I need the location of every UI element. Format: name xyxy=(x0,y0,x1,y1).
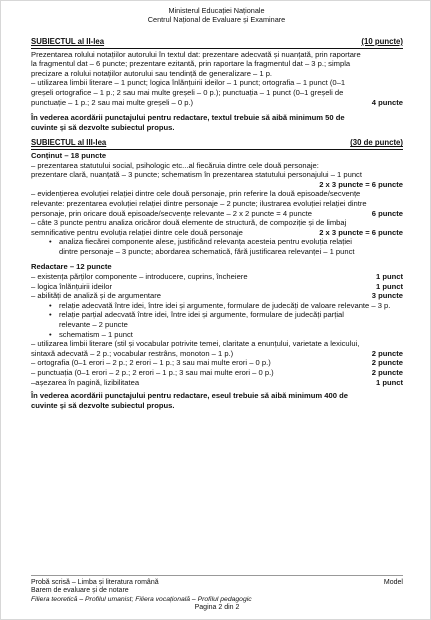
section-2-line: la fragmentul dat – 6 puncte; prezentare ezitantă, prin raportare la fragmentul dat – 3 p.; simpla xyxy=(31,59,351,69)
bullet-line: relevante – 2 puncte xyxy=(59,320,128,330)
redactare-row xyxy=(31,368,403,378)
continut-row xyxy=(31,228,403,238)
note-line: cuvinte și să dezvolte subiectul propus. xyxy=(31,122,175,132)
redactare-text: – utilizarea limbii literare (stil și vocabular potrivite temei, claritate a enunțului, varietate a lexicului, xyxy=(31,339,360,349)
bullet-item xyxy=(31,237,403,256)
footer-profile: Filiera teoretică – Profilul umanist; Filiera vocațională – Profilul pedagogic xyxy=(31,595,252,603)
section-3-heading xyxy=(31,138,403,150)
continut-line: relevante: prezentarea evoluției relației dintre personaje – 2 puncte; ilustrarea evoluției relației dintre xyxy=(31,198,367,208)
redactare-row xyxy=(31,349,403,359)
section-2-total-row xyxy=(31,98,403,108)
score-value: 1 punct xyxy=(375,281,403,291)
score-value: 1 punct xyxy=(375,272,403,282)
bullet-line: • relație adecvată între idei, între idei și argumente, formulare de judecăți de valoare relevante – 3 p. xyxy=(59,300,391,310)
score-value: 2 x 3 puncte = 6 puncte xyxy=(319,179,403,189)
score-value: 2 puncte xyxy=(371,348,403,358)
document-header xyxy=(1,7,431,25)
redactare-text: –așezarea în pagină, lizibilitatea xyxy=(31,377,140,387)
redactare-row xyxy=(31,291,403,301)
redactare-row xyxy=(31,272,403,282)
section-3-title: SUBIECTUL al III-lea xyxy=(31,138,107,148)
section-2-line: – utilizarea limbii literare – 1 punct; logica înlănțuirii ideilor – 1 punct; ortografia – 1 punct (0–1 xyxy=(31,78,346,88)
footer-barem: Barem de evaluare și de notare xyxy=(31,587,129,595)
center-line: Centrul Național de Evaluare și Examinare xyxy=(147,14,286,24)
score-value: 6 puncte xyxy=(371,208,403,218)
bullet-line: • schematism – 1 punct xyxy=(59,329,133,339)
page-number: Pagina 2 din 2 xyxy=(194,604,240,612)
note-line: În vederea acordării punctajului pentru redactare, eseul trebuie să aibă minimum 400 de xyxy=(31,391,348,401)
continut-line: – câte 3 puncte pentru analiza oricăror două elemente de structură, de compoziție și de limbaj xyxy=(31,218,347,228)
redactare-heading: Redactare – 12 puncte xyxy=(31,262,112,272)
continut-line: personaje, prin oricare două episoade/secvențe relevante – 2 x 2 puncte = 4 puncte xyxy=(31,208,312,218)
redactare-text: – abilități de analiză și de argumentare xyxy=(31,291,162,301)
bullet-item xyxy=(31,330,403,340)
bullet-line: • analiza fiecărei componente alese, justificând relevanța acesteia pentru evoluția relației xyxy=(59,237,352,247)
bullet-line: dintre personaje – 3 puncte; abordarea schematică, fără justificarea relevanței – 1 punct xyxy=(59,246,355,256)
section-2-points: (10 puncte) xyxy=(361,37,403,46)
section-2-title: SUBIECTUL al II-lea xyxy=(31,37,105,46)
section-2-note xyxy=(31,113,403,132)
redactare-text: – punctuația (0–1 erori – 2 p.; 2 erori – 1 p.; 3 sau mai multe erori – 0 p.) xyxy=(31,368,274,377)
continut-line: semnificative pentru evoluția relației dintre cele două personaje xyxy=(31,227,243,237)
ministry-line: Ministerul Educației Naționale xyxy=(168,6,265,15)
document-footer xyxy=(31,575,403,613)
section-3-note xyxy=(31,391,403,410)
section-2-heading xyxy=(31,37,403,49)
redactare-text: – existența părților componente – introducere, cuprins, încheiere xyxy=(31,272,248,282)
redactare-row xyxy=(31,282,403,292)
continut-line: prezentare clară, nuanțată – 3 puncte; schematism în prezentarea statutului personajului – 1 punct xyxy=(31,170,362,180)
section-2-line: Prezentarea rolului notațiilor autorului în textul dat: prezentare adecvată și nuanțată, prin raportare xyxy=(31,49,361,59)
redactare-text: sintaxă adecvată – 2 p.; vocabular restrâns, monoton – 1 p.) xyxy=(31,348,234,358)
score-value: 1 punct xyxy=(375,377,403,387)
continut-line: – prezentarea statutului social, psihologic etc...al fiecăruia dintre cele două personaje: xyxy=(31,160,319,170)
section-2-line: greșeli ortografice – 1 p.; 2 sau mai multe greșeli – 0 p.); punctuația – 1 punct (0–1 greșeli de xyxy=(31,87,344,97)
score-line xyxy=(31,180,403,190)
bullet-item xyxy=(31,301,403,311)
note-line: cuvinte și să dezvolte subiectul propus. xyxy=(31,400,175,410)
note-line: În vederea acordării punctajului pentru redactare, textul trebuie să aibă minimum 50 de xyxy=(31,113,345,123)
score-value: 3 puncte xyxy=(371,291,403,301)
section-2-total: 4 puncte xyxy=(371,97,403,107)
score-value: 2 x 3 puncte = 6 puncte xyxy=(319,227,403,237)
redactare-row xyxy=(31,358,403,368)
footer-model-label: Model xyxy=(383,579,403,586)
section-2-line: precizare a rolului notațiilor autorului sau tendință de generalizare – 1 p. xyxy=(31,68,273,78)
footer-exam-name: Probă scrisă – Limba și literatura română xyxy=(31,579,159,586)
bullet-item xyxy=(31,310,403,329)
bullet-line: • relație parțial adecvată între idei, între idei și argumente, formulare de judecăți parțial xyxy=(59,310,344,320)
redactare-row xyxy=(31,378,403,388)
section-2-line: punctuație – 1 p.; 2 sau mai multe greșeli – 0 p.) xyxy=(31,97,194,107)
section-3-points: (30 de puncte) xyxy=(350,138,403,148)
continut-heading: Conținut – 18 puncte xyxy=(31,150,107,160)
continut-line: – evidențierea evoluției relației dintre cele două personaje, prin referire la două episoade/secvențe xyxy=(31,189,361,199)
redactare-text: – ortografia (0–1 erori – 2 p.; 2 erori – 1 p.; 3 sau mai multe erori – 0 p.) xyxy=(31,358,271,368)
redactare-text: – logica înlănțuirii ideilor xyxy=(31,281,113,291)
document-body xyxy=(31,37,403,410)
continut-row xyxy=(31,209,403,219)
score-value: 2 puncte xyxy=(371,358,403,368)
footer-row xyxy=(31,579,403,587)
score-value: 2 puncte xyxy=(371,368,403,377)
